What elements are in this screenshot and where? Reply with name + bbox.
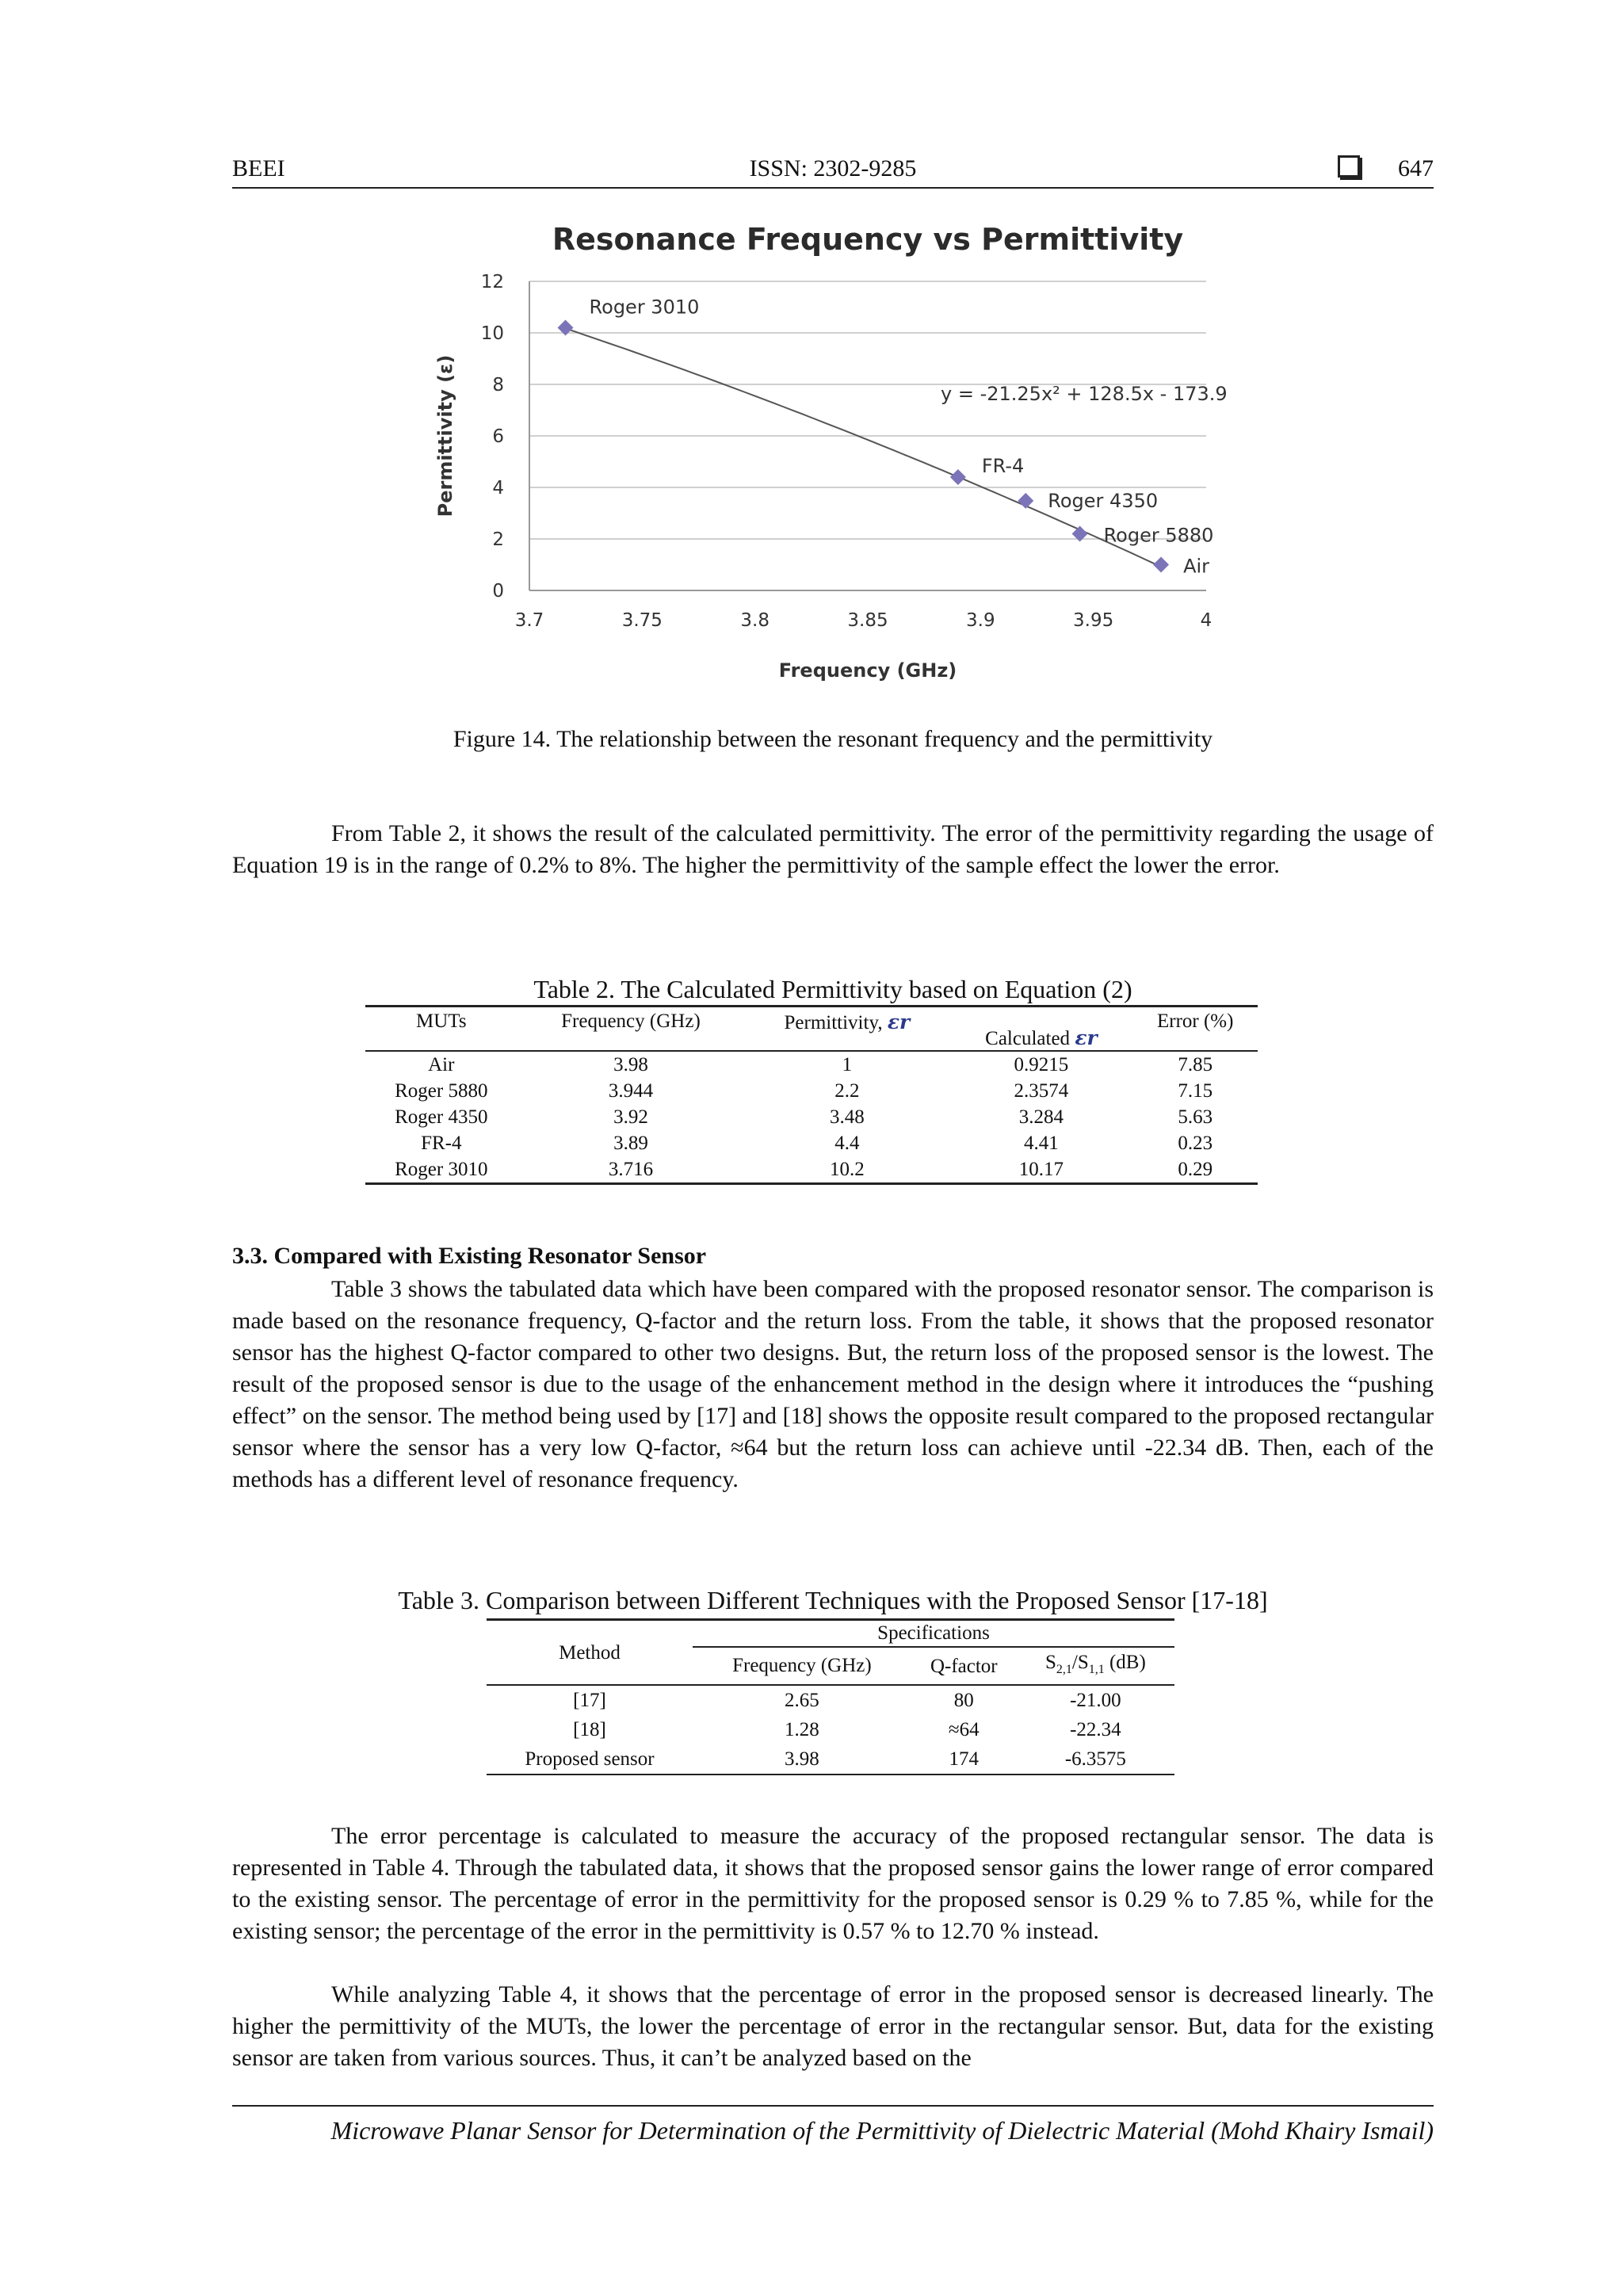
section-heading: 3.3. Compared with Existing Resonator Sensor [232,1243,707,1269]
t3-cell: 1.28 [785,1719,819,1740]
t2-header-permittivity [744,1007,949,1052]
t3-cell: -6.3575 [1017,1744,1174,1775]
t2-cell: 3.92 [613,1106,648,1128]
page-number: 647 [1398,155,1434,181]
t3-cell: Proposed sensor [487,1744,693,1775]
t2-cell: 3.48 [829,1106,865,1128]
y-tick-label: 12 [480,272,504,292]
t2-header-calculated [949,1007,1132,1052]
y-tick-label: 4 [492,478,504,499]
y-tick-label: 0 [492,581,504,602]
table3-caption: Table 3. Comparison between Different Techniques with the Proposed Sensor [17-18] [398,1586,1268,1614]
x-tick-label: 3.95 [1073,610,1114,631]
sparam-sub-21: 2,1 [1056,1663,1072,1676]
t2-cell: 5.63 [1178,1106,1213,1128]
table-row [487,1685,1174,1715]
t3-cell: 80 [953,1690,974,1711]
t2-cell: 4.41 [1024,1133,1059,1154]
t3-header-qfactor: Q-factor [911,1647,1017,1685]
t2-cell: Roger 3010 [365,1156,517,1184]
t3-header-specifications: Specifications [693,1620,1174,1648]
t2-cell: 0.23 [1178,1133,1213,1154]
paragraph-4: While analyzing Table 4, it shows that the percentage of error in the proposed sensor is decreased linearly. The higher the permittivity of the MUTs, the lower the percentage of error in the rectangular sensor. But, data for the existing sensor are taken from various sources. Thus, it can’t be analyzed based on the [232,1981,1434,2071]
y-tick-label: 2 [492,529,504,550]
t2-cell: 1 [744,1051,949,1078]
epsilon-r-symbol: εr [1075,1026,1098,1049]
data-point [1018,493,1033,509]
t2-cell: Air [365,1051,517,1078]
t2-cell: Roger 5880 [395,1080,488,1102]
y-axis-label: Permittivity (ε) [434,354,456,518]
table2-caption: Table 2. The Calculated Permittivity based on Equation (2) [533,975,1132,1003]
table-row [365,1104,1258,1130]
data-point [950,469,966,485]
table-2 [365,1005,1258,1185]
resonance-permittivity-chart [428,214,1244,690]
t2-cell: 0.9215 [949,1051,1132,1078]
t3-cell: 2.65 [785,1690,819,1711]
sparam-s: S [1044,1652,1056,1673]
table-row [365,1078,1258,1104]
t2-cell: 4.4 [834,1133,860,1154]
x-tick-label: 3.9 [966,610,995,631]
x-tick-label: 3.75 [621,610,663,631]
x-tick-label: 3.8 [740,610,769,631]
t2-cell: 0.29 [1132,1156,1258,1184]
page-footer: Microwave Planar Sensor for Determination of the Permittivity of Dielectric Material (Mohd Khairy Ismail) [232,2105,1434,2145]
figure-caption: Figure 14. The relationship between the resonant frequency and the permittivity [453,726,1213,752]
t2-header-error: Error (%) [1132,1007,1258,1052]
sparam-slash: /S [1071,1652,1089,1673]
sparam-unit: (dB) [1104,1652,1146,1673]
table-row [487,1715,1174,1744]
data-point [1153,557,1169,573]
x-tick-label: 4 [1200,610,1212,631]
t3-header-method: Method [487,1620,693,1686]
t2-cell: 3.284 [1018,1106,1064,1128]
t3-cell: 174 [911,1744,1017,1775]
t2-cell: 3.944 [608,1080,654,1102]
y-tick-label: 10 [480,323,504,344]
paragraph-3: The error percentage is calculated to measure the accuracy of the proposed rectangular sensor. The data is represented in Table 4. Through the tabulated data, it shows that the proposed sensor gains the lower range of error compared to the existing sensor. The percentage of error in the permittivity for the proposed sensor is 0.29 % to 7.85 %, while for the existing sensor; the percentage of the error in the permittivity is 0.57 % to 12.70 % instead. [232,1823,1434,1944]
trendline-equation: y = -21.25x² + 128.5x - 173.9 [941,383,1228,405]
data-point-label: Roger 3010 [589,296,700,319]
issn: ISSN: 2302-9285 [749,155,917,181]
t2-cell: 10.17 [949,1156,1132,1184]
journal-name: BEEI [232,155,285,181]
t2-cell: 10.2 [744,1156,949,1184]
square-icon [1338,155,1360,178]
x-tick-label: 3.7 [514,610,544,631]
sparam-sub-11: 1,1 [1088,1663,1105,1676]
table-row [365,1051,1258,1078]
t3-cell: ≈64 [948,1719,980,1740]
t3-cell: [17] [573,1690,606,1711]
paragraph-2: Table 3 shows the tabulated data which have been compared with the proposed resonator sensor. The comparison is made based on the resonance frequency, Q-factor and the return loss. From the table, it shows that the proposed resonator sensor has the highest Q-factor compared to other two designs. But, the return loss of the proposed sensor is the lowest. The result of the proposed sensor is due to the usage of the enhancement method in the design where it introduces the “pushing effect” on the sensor. The method being used by [17] and [18] shows the opposite result compared to the proposed rectangular sensor where the sensor has a very low Q-factor, ≈64 but the return loss can achieve until -22.34 dB. Then, each of the methods has a different level of resonance frequency. [232,1276,1434,1492]
t2-header-muts: MUTs [365,1007,517,1052]
table-row [365,1130,1258,1156]
t2-cell: 2.3574 [1014,1080,1069,1102]
data-point-label: Roger 5880 [1103,524,1214,547]
t3-header-sparam [1017,1647,1174,1685]
t2-cell: 3.89 [613,1133,648,1154]
table-row [365,1156,1258,1184]
data-point-label: Air [1183,555,1210,578]
t2-header-permittivity-text: Permittivity, [784,1012,883,1033]
t2-header-frequency: Frequency (GHz) [517,1007,745,1052]
y-tick-label: 6 [492,426,504,447]
table-3 [487,1618,1174,1775]
t3-cell: 3.98 [693,1744,911,1775]
t3-cell: [18] [573,1719,606,1740]
epsilon-r-symbol: εr [887,1010,911,1033]
t2-cell: 3.98 [517,1051,745,1078]
x-axis-label: Frequency (GHz) [778,659,957,682]
t2-header-calculated-text: Calculated [985,1028,1071,1049]
t3-cell: -21.00 [1070,1690,1121,1711]
t2-cell: 3.716 [517,1156,745,1184]
page-header [232,155,1434,189]
chart-title: Resonance Frequency vs Permittivity [552,222,1184,257]
page-number-group [1338,155,1434,182]
table-row [487,1744,1174,1775]
paragraph-1: From Table 2, it shows the result of the calculated permittivity. The error of the permittivity regarding the usage of Equation 19 is in the range of 0.2% to 8%. The higher the permittivity of the sample effect the lower the error. [232,820,1434,878]
trendline [566,328,1162,567]
data-point-label: FR-4 [981,455,1025,477]
y-tick-label: 8 [492,375,504,395]
t3-cell: -22.34 [1070,1719,1121,1740]
x-tick-label: 3.85 [847,610,888,631]
t2-cell: 7.15 [1178,1080,1213,1102]
t2-cell: Roger 4350 [395,1106,488,1128]
data-point-label: Roger 4350 [1048,489,1159,512]
t2-cell: 2.2 [834,1080,860,1102]
t2-cell: FR-4 [421,1133,462,1154]
t2-cell: 7.85 [1132,1051,1258,1078]
t3-header-frequency: Frequency (GHz) [693,1647,911,1685]
